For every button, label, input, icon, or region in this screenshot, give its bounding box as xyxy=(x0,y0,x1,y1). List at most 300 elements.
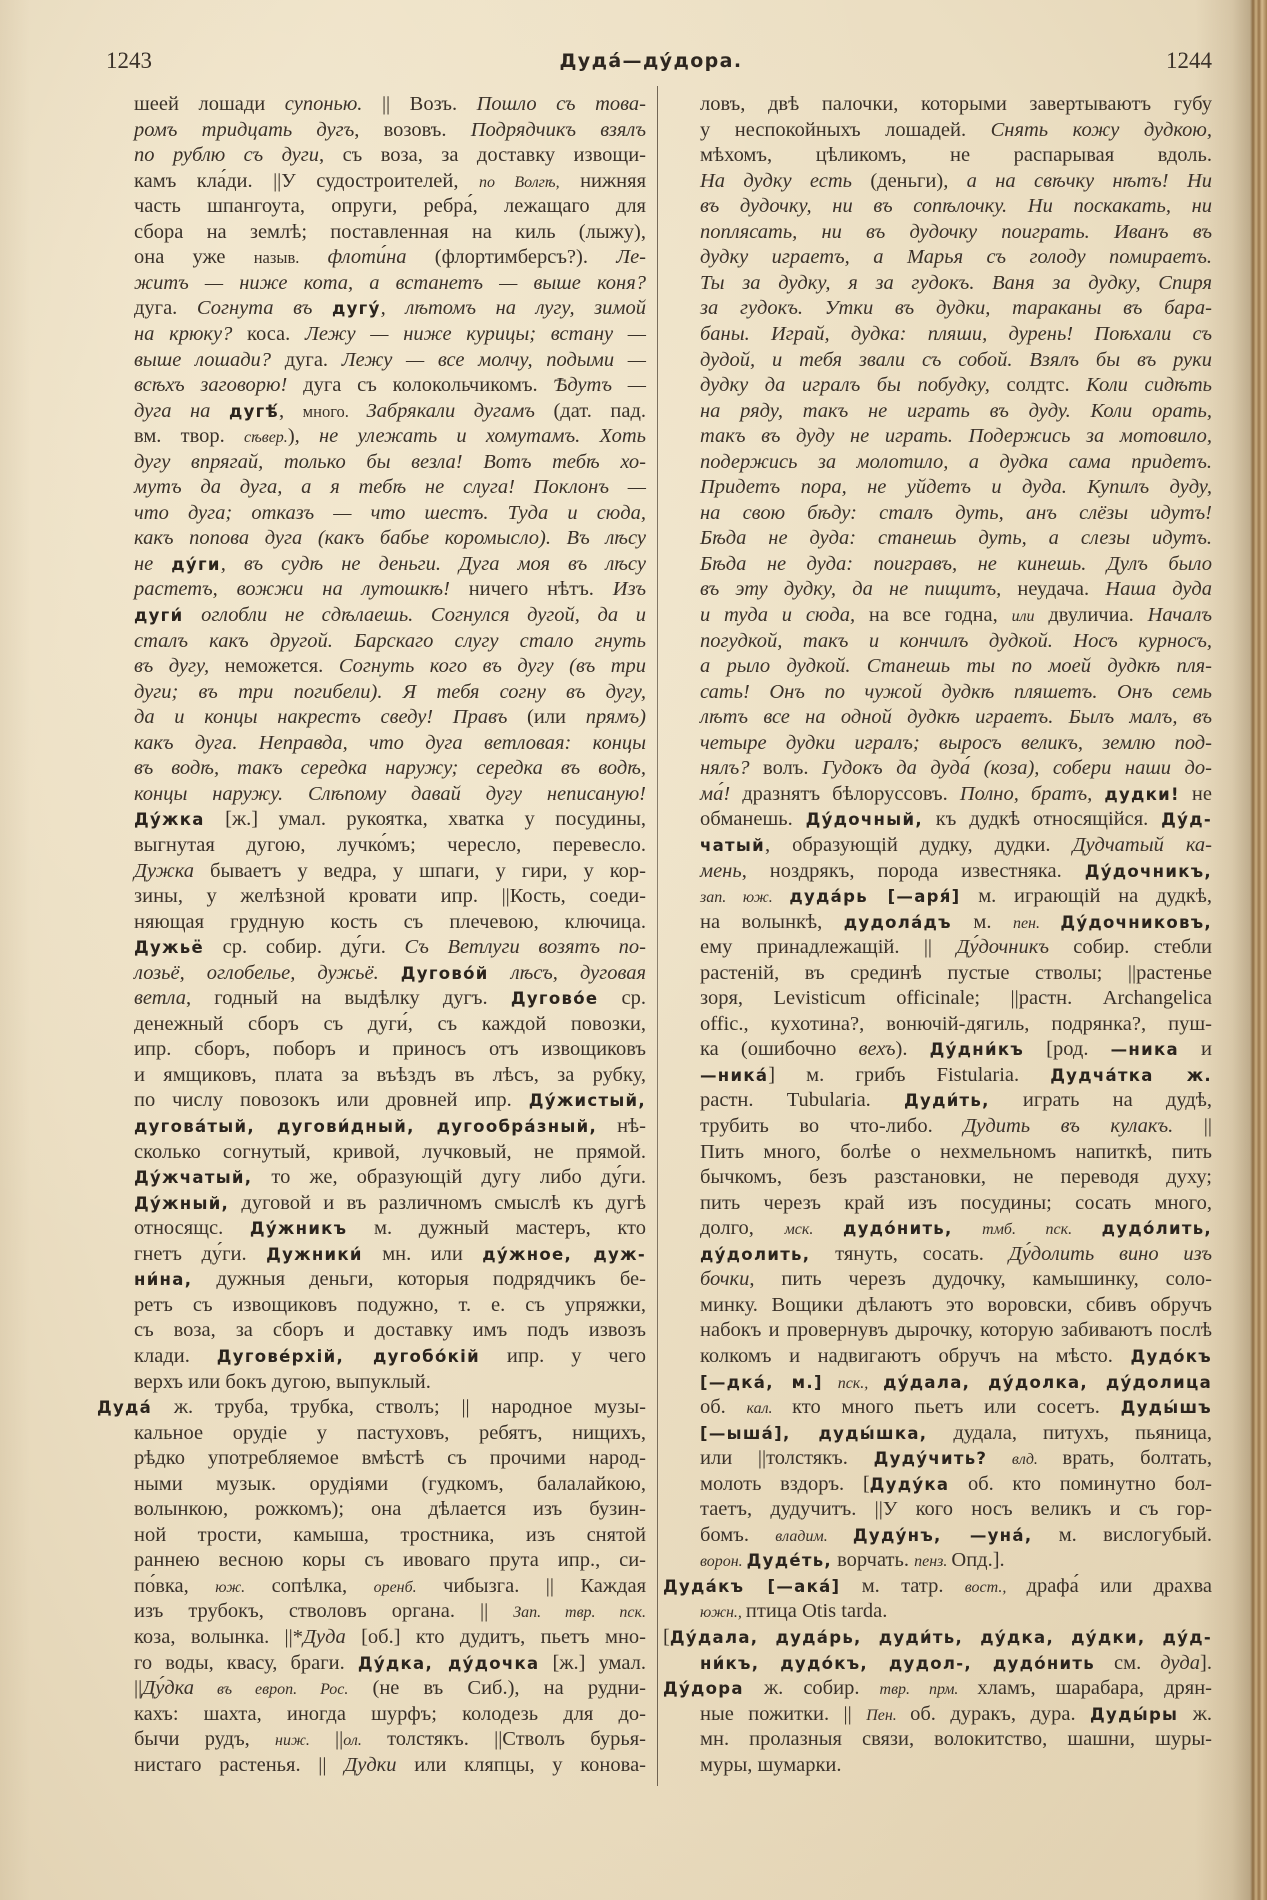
text-run: ворчать. xyxy=(832,1549,915,1572)
text-run: не xyxy=(1179,782,1212,805)
italic-example: Ду́долить вино изъ xyxy=(1008,1242,1212,1265)
headword: Ду́жистый, xyxy=(528,1091,646,1111)
italic-example: Лежу — ниже курицы; встану — xyxy=(304,322,647,345)
abbreviation-label: ниж. xyxy=(275,1732,310,1750)
headword: Дугово́е xyxy=(510,989,599,1009)
text-run: зоря, Levisticum officinale; ||растн. Archangelica xyxy=(700,987,1212,1010)
dictionary-line xyxy=(700,1242,1212,1268)
italic-example: флоти́на xyxy=(327,246,407,269)
text-run: нистаго растенья. || xyxy=(134,1753,345,1776)
italic-example: На дудку есть xyxy=(700,169,871,192)
headword: дугова́тый, дугови́дный, дугообра́зный, xyxy=(134,1117,598,1136)
italic-example: сталъ какъ другой. Барскаго слугу стало гнуть xyxy=(134,629,646,652)
text-run: солдтс. xyxy=(1006,374,1087,397)
text-run: тянуть, сосать. xyxy=(810,1242,1009,1265)
italic-example: Снять кожу дудкою, xyxy=(990,118,1213,141)
italic-example: Изъ xyxy=(612,578,646,601)
italic-example: поплясать, ни въ дудочку поиграть. Иванъ въ xyxy=(700,220,1212,243)
abbreviation-label: зап. юж. xyxy=(700,889,790,907)
text-run: долго, xyxy=(700,1217,785,1240)
headword: Дужники́ xyxy=(266,1244,363,1264)
dictionary-line xyxy=(700,1753,1212,1779)
text-run: Пить много, болѣе о нехмельномъ напиткѣ, пить xyxy=(700,1140,1212,1163)
text-run: или кляпцы, у конова- xyxy=(396,1753,646,1776)
dictionary-line xyxy=(700,245,1212,271)
italic-example: дудку играетъ, а Марья съ голоду помираетъ. xyxy=(700,246,1212,269)
text-run: ретъ съ извощиковъ подужно, т. е. съ упряжки, xyxy=(134,1293,646,1316)
page-number-left: 1243 xyxy=(106,48,152,73)
dictionary-line xyxy=(700,1088,1212,1114)
abbreviation-label: влд. xyxy=(987,1451,1063,1469)
dictionary-line xyxy=(700,373,1212,399)
italic-example: дуда xyxy=(1160,1651,1201,1674)
text-run: и ямщиковъ, плата за въѣздъ въ лѣсъ, за рубку, xyxy=(134,1063,646,1086)
headword: Ду́дочниковъ, xyxy=(1060,912,1212,932)
headword: Дугове́рхій, дугобо́кій xyxy=(216,1346,480,1366)
italic-example: лозьё, оглобелье, дужьё. xyxy=(134,961,401,984)
text-run: ные пожитки. || xyxy=(700,1702,867,1725)
text-run: изъ трубокъ, стволовъ органа. || xyxy=(134,1600,514,1623)
text-run: (не въ Сиб.), на рудни- xyxy=(348,1677,646,1700)
dictionary-line xyxy=(700,1370,1212,1396)
dictionary-line xyxy=(134,1702,646,1728)
small-text: назыв. xyxy=(253,248,300,268)
dictionary-line xyxy=(700,577,1212,603)
headword: ни́къ, дудо́къ, дудол-, дудо́нить xyxy=(700,1653,1096,1673)
dictionary-line xyxy=(700,526,1212,552)
dictionary-line xyxy=(134,1472,646,1498)
italic-example: Ле- xyxy=(616,246,646,269)
abbreviation-label: сѣвер. xyxy=(243,429,288,447)
text-run: (или xyxy=(527,706,586,729)
dictionary-line xyxy=(134,1727,646,1753)
italic-example: лѣтъ все на одной дудкѣ играетъ. Былъ малъ, въ xyxy=(700,706,1212,729)
italic-example: Наша дуда xyxy=(1105,578,1212,601)
page-number-right: 1244 xyxy=(1166,48,1212,73)
italic-example: растетъ, вожжи на лутошкѣ! xyxy=(134,578,469,601)
text-run: (дат. пад. xyxy=(534,399,646,422)
abbreviation-label: юж. xyxy=(215,1578,246,1596)
headword: Ду́дочный, xyxy=(805,810,923,830)
text-run: клади. xyxy=(134,1344,217,1367)
dictionary-line xyxy=(700,118,1212,144)
italic-example: какъ попова дуга (какъ бабье коромысло). Въ лѣсу xyxy=(134,527,646,550)
italic-example: дудой, и тебя звали съ собой. Взялъ бы въ руки xyxy=(700,348,1212,371)
text-run: , возовъ. xyxy=(354,118,471,141)
italic-example: по рублю съ дуги xyxy=(134,144,320,167)
text-run: , съ воза, за доставку извощи- xyxy=(319,144,646,167)
entry-start-line xyxy=(663,1574,1212,1600)
headword: Дуду́нъ, —уна́, xyxy=(852,1525,1033,1545)
italic-example: баны. Играй, дудка: пляши, дурень! Поѣхали съ xyxy=(700,322,1212,345)
text-run: неудача. xyxy=(1017,578,1106,601)
italic-example: дуги; въ три погибели). Я тебя согну въ дугу, xyxy=(134,680,646,703)
dictionary-line xyxy=(134,1548,646,1574)
text-run: ). xyxy=(895,1038,930,1061)
italic-example: дудку да игралъ бы побудку, xyxy=(700,374,1007,397)
italic-example: нялъ? xyxy=(700,757,764,780)
dictionary-line xyxy=(700,1651,1212,1677)
dictionary-line xyxy=(134,1216,646,1242)
italic-example: ромъ тридцать дугъ xyxy=(134,118,355,141)
text-run: таетъ, дудучитъ. ||У кого носъ великъ и съ гор- xyxy=(700,1498,1212,1521)
dictionary-line xyxy=(134,1165,646,1191)
text-run: драфа́ или драхва xyxy=(1026,1574,1213,1597)
dictionary-line xyxy=(134,1676,646,1702)
dictionary-line xyxy=(134,271,646,297)
dictionary-line xyxy=(134,1318,646,1344)
italic-example: за гудокъ. Утки въ дудки, тараканы въ бара- xyxy=(700,297,1212,320)
headword: ду́дала, ду́долка, ду́долица xyxy=(883,1372,1212,1392)
dictionary-line xyxy=(700,450,1212,476)
italic-example: въ эту дудку, да не пищитъ, xyxy=(700,578,1018,601)
text-run: [ж.] умал. рукоятка, хватка у посудины, xyxy=(204,808,646,831)
abbreviation-label: ол. xyxy=(343,1732,362,1750)
text-run: растн. Tubularia. xyxy=(700,1089,905,1112)
dictionary-line xyxy=(134,552,646,578)
text-run: съ воза, за сборъ и доставку имъ подъ извозъ xyxy=(134,1319,646,1342)
italic-example: Ѣдутъ — xyxy=(553,374,646,397)
abbreviation-label: въ европ. Рос. xyxy=(194,1681,349,1699)
dictionary-line xyxy=(700,1421,1212,1447)
text-run: трубить во что-либо. xyxy=(700,1115,964,1137)
dictionary-line xyxy=(134,884,646,910)
headword: дугу́ xyxy=(332,299,381,319)
abbreviation-label: Зап. твр. пск. xyxy=(513,1604,647,1622)
text-run: го воды, квасу, браги. xyxy=(134,1651,358,1674)
text-run: кто много пьетъ или сосетъ. xyxy=(792,1396,1121,1419)
headword: Ду́д- xyxy=(1161,810,1212,830)
text-run: минку. Вощики дѣлаютъ это воровски, сбивъ обручъ xyxy=(700,1293,1212,1316)
italic-example: Придетъ пора, не уйдетъ и дуда. Купилъ дуду, xyxy=(700,476,1212,499)
text-run: , ноздрякъ, порода известняка. xyxy=(741,859,1085,882)
text-run: хламъ, шарабара, дрян- xyxy=(977,1677,1212,1700)
italic-example: Дужка xyxy=(134,859,195,882)
text-run: мн. пролазныя связи, волокитство, шашни, шуры- xyxy=(700,1728,1212,1751)
text-run: ной трости, камыша, тростника, изъ снятой xyxy=(134,1523,646,1546)
text-run: || xyxy=(1173,1115,1212,1137)
headword: Ду́дочникъ, xyxy=(1084,861,1212,881)
text-run: часть шпангоута, опруги, ребра́, лежащаго для xyxy=(134,195,646,218)
dictionary-line xyxy=(700,1599,1212,1625)
text-run: сколько согнутый, кривой, лучковый, не прямой. xyxy=(134,1140,646,1163)
headword: —ника xyxy=(1110,1040,1179,1060)
text-run: ]. xyxy=(1200,1651,1212,1674)
headword: Дуда́къ [—ака́] xyxy=(663,1576,841,1596)
text-run: бычи рудъ, xyxy=(134,1728,276,1751)
italic-example: , въ судѣ не деньги. Дуга моя въ лѣсу xyxy=(220,552,646,575)
text-run: волынкою, рожкомъ); она дѣлается изъ бузин- xyxy=(134,1498,646,1521)
abbreviation-label: мск. xyxy=(784,1221,843,1239)
italic-example: житъ — ниже кота, а встанетъ — выше коня? xyxy=(134,271,646,294)
text-run: коса. xyxy=(247,322,305,345)
italic-example: выше лошади? xyxy=(134,348,285,371)
dictionary-line xyxy=(134,296,646,322)
dictionary-line xyxy=(700,884,1212,910)
italic-example: всѣхъ заговорю! xyxy=(134,374,304,397)
italic-example: въ дудочку, ни въ сопѣлочку. Ни поскакать, ни xyxy=(700,195,1212,218)
headword: ду́ги xyxy=(171,554,221,574)
text-run: [ж.] умал. xyxy=(539,1651,647,1674)
dictionary-line xyxy=(700,143,1212,169)
column-divider xyxy=(657,86,658,1786)
dictionary-line xyxy=(700,1702,1212,1728)
dictionary-line xyxy=(134,705,646,731)
dictionary-line xyxy=(700,1267,1212,1293)
abbreviation-label: владим. xyxy=(775,1527,853,1545)
dictionary-line xyxy=(700,1523,1212,1549)
text-run: или ||толстякъ. xyxy=(700,1447,874,1470)
dictionary-line xyxy=(134,424,646,450)
dictionary-line xyxy=(134,194,646,220)
dictionary-line xyxy=(700,833,1212,859)
text-run: м. играющій на дудкѣ, xyxy=(960,885,1212,908)
abbreviation-label: пск., xyxy=(822,1374,884,1392)
dictionary-line xyxy=(700,271,1212,297)
italic-example: концы наружу. Слѣпому давай дугу неписаную! xyxy=(134,782,646,805)
italic-example: а рыло дудкой. Станешь ты по моей дудкѣ пля- xyxy=(700,655,1212,678)
abbreviation-label: или xyxy=(1011,608,1035,625)
dictionary-line xyxy=(700,731,1212,757)
text-run: ж. xyxy=(1178,1702,1212,1725)
text-run: бомъ. xyxy=(700,1523,776,1546)
text-run: двуличиа. xyxy=(1034,604,1148,626)
text-run: м. вислогубый. xyxy=(1032,1523,1213,1546)
text-run: ср. собир. ду́ги. xyxy=(204,936,405,959)
italic-example: Началъ xyxy=(1147,604,1212,626)
dictionary-line xyxy=(700,1446,1212,1472)
text-run: то же, образующій дугу либо ду́ги. xyxy=(252,1166,646,1189)
text-run: камъ кла́ди. ||У судостроителей, xyxy=(134,169,479,192)
text-run: относящс. xyxy=(134,1217,250,1240)
text-run: у неспокойныхъ лошадей. xyxy=(700,118,991,141)
text-run: || Возъ. xyxy=(362,93,477,115)
text-run: дуга. xyxy=(134,297,197,320)
text-run: денежный сборъ съ дуги́, съ каждой повозки, xyxy=(134,1012,646,1035)
dictionary-line xyxy=(700,348,1212,374)
dictionary-line xyxy=(134,1344,646,1370)
dictionary-line xyxy=(134,629,646,655)
dictionary-line xyxy=(700,1012,1212,1038)
dictionary-line xyxy=(134,1753,646,1779)
text-run: ему принадлежащій. || xyxy=(700,936,957,959)
italic-example: и туда и сюда, xyxy=(700,604,869,626)
text-run: колкомъ и надвигаютъ обручъ на мѣсто. xyxy=(700,1344,1131,1367)
dictionary-line xyxy=(700,1216,1212,1242)
text-run: || xyxy=(134,1677,143,1700)
text-run: набокъ и провернувъ дырочку, которую забиваютъ послѣ xyxy=(700,1319,1212,1342)
text-run: верхъ или бокъ дугою, выпуклый. xyxy=(134,1370,431,1393)
dictionary-line xyxy=(134,1523,646,1549)
headword: Дужьё xyxy=(134,938,204,958)
text-run: ср. xyxy=(598,987,646,1010)
text-run: на волынкѣ, xyxy=(700,910,844,933)
text-run: и xyxy=(1178,1038,1212,1061)
dictionary-line xyxy=(700,654,1212,680)
dictionary-line xyxy=(700,1472,1212,1498)
dictionary-line xyxy=(700,935,1212,961)
text-run: сопѣлка, xyxy=(245,1574,374,1597)
italic-example: на ряду, такъ не играть въ дуду. Коли орать, xyxy=(700,399,1212,422)
abbreviation-label: кал. xyxy=(746,1400,793,1418)
text-run: ) xyxy=(287,425,295,448)
abbreviation-label: южн., xyxy=(700,1604,746,1622)
headword: Дуды́шъ xyxy=(1120,1398,1212,1418)
dictionary-line xyxy=(134,1140,646,1166)
dictionary-line xyxy=(700,92,1212,118)
text-run: , образующій дудку, дудки. xyxy=(765,833,1073,856)
text-run: ж. труба, трубка, стволъ; || народное музы- xyxy=(152,1396,646,1419)
dictionary-line xyxy=(700,680,1212,706)
headword: дудо́нить, xyxy=(842,1219,953,1239)
dictionary-line xyxy=(134,526,646,552)
headword: дудки! xyxy=(1104,784,1180,804)
headword: —ника́ xyxy=(700,1065,769,1085)
headword: Дуду́чить? xyxy=(873,1449,988,1469)
text-run: дуга. xyxy=(284,348,342,371)
text-run: об. xyxy=(700,1396,747,1419)
dictionary-line xyxy=(700,807,1212,833)
text-run xyxy=(299,246,327,268)
italic-example: что дуга; отказъ — что шестъ. Туда и сюда, xyxy=(134,501,646,524)
dictionary-line xyxy=(134,92,646,118)
dictionary-line xyxy=(134,143,646,169)
text-run: неможется. xyxy=(224,655,339,678)
dictionary-line xyxy=(700,1548,1212,1574)
italic-example: Ду́дка xyxy=(142,1677,194,1700)
abbreviation-label: пен. xyxy=(1012,914,1061,932)
dictionary-line xyxy=(134,859,646,885)
text-run: , пить черезъ дудочку, камышинку, соло- xyxy=(749,1268,1212,1291)
text-run: , годный на выдѣлку дугъ. xyxy=(185,987,511,1010)
text-run: няющая грудную кость съ плечевою, ключица. xyxy=(134,910,646,933)
dictionary-line xyxy=(134,1625,646,1651)
dictionary-line xyxy=(134,169,646,195)
text-run: волъ. xyxy=(763,757,823,780)
text-run: , xyxy=(279,399,303,422)
dictionary-line xyxy=(700,1293,1212,1319)
dictionary-line xyxy=(134,654,646,680)
text-run: птица Otis tarda. xyxy=(745,1600,888,1623)
dictionary-line xyxy=(700,859,1212,885)
headword: Ду́жникъ xyxy=(249,1219,348,1239)
entry-start-line xyxy=(663,1676,1212,1702)
italic-example: Дудчатый ка- xyxy=(1072,833,1213,856)
text-run: растеній, въ срединѣ пустые стволы; ||растенье xyxy=(700,961,1212,984)
italic-example: мень xyxy=(700,859,742,882)
text-run: м. татр. xyxy=(840,1574,965,1597)
text-run: об. кто поминутно бол- xyxy=(949,1472,1212,1495)
dictionary-line xyxy=(134,1037,646,1063)
dictionary-line xyxy=(700,1140,1212,1166)
italic-example: подержись за молотило, а дудка сама придетъ. xyxy=(700,450,1212,473)
dictionary-line xyxy=(700,986,1212,1012)
headword: Ду́дора xyxy=(663,1679,744,1699)
italic-example: , не улежать и хомутамъ. Хоть xyxy=(294,425,646,448)
dictionary-line xyxy=(700,475,1212,501)
text-run: шеей лошади xyxy=(134,93,285,115)
text-run: (деньги) xyxy=(870,169,944,192)
dictionary-line xyxy=(700,1063,1212,1089)
text-run: ипр. сборъ, поборъ и приносъ отъ извощиковъ xyxy=(134,1038,646,1061)
text-run: муры, шумарки. xyxy=(700,1753,842,1776)
italic-example: Коли сидѣть xyxy=(1086,374,1212,397)
text-run: мѣхомъ, цѣликомъ, не распарывая вдоль. xyxy=(700,144,1212,167)
dictionary-line xyxy=(700,399,1212,425)
text-run: нѣ- xyxy=(597,1115,646,1137)
italic-example: дугу впрягай, только бы везла! Вотъ тебѣ хо- xyxy=(134,450,646,473)
text-run: сбора на землѣ; поставленная на киль (лыжу), xyxy=(134,220,646,243)
dictionary-line xyxy=(700,1165,1212,1191)
dictionary-line xyxy=(134,501,646,527)
italic-example: на свою бѣду: сталъ дуть, анъ слёзы идутъ! xyxy=(700,501,1212,524)
italic-example: Дуда xyxy=(303,1626,346,1648)
italic-example: вехъ xyxy=(858,1038,896,1061)
text-run: м. дужный мастеръ, кто xyxy=(347,1217,646,1240)
italic-example: Согнута въ xyxy=(196,297,332,320)
dictionary-line xyxy=(134,220,646,246)
text-run: толстякъ. ||Стволъ бурья- xyxy=(361,1728,646,1751)
text-run: [ xyxy=(663,1626,670,1648)
italic-example: какъ дуга. Неправда, что дуга ветловая: концы xyxy=(134,731,646,754)
dictionary-line xyxy=(700,322,1212,348)
italic-example: Подрядчикъ взялъ xyxy=(470,118,646,141)
dictionary-line xyxy=(134,782,646,808)
dictionary-line xyxy=(134,1497,646,1523)
text-run: кальное орудіе у пастуховъ, ребятъ, нищихъ, xyxy=(134,1421,646,1444)
abbreviation-label: тмб. пск. xyxy=(952,1221,1102,1239)
dictionary-line xyxy=(700,552,1212,578)
dictionary-line xyxy=(134,961,646,987)
italic-example: Дудить въ кулакъ. xyxy=(963,1115,1174,1137)
text-run: ничего нѣтъ. xyxy=(468,578,613,601)
headword: Дуда́ xyxy=(97,1398,153,1418)
text-run: м. xyxy=(951,910,1013,933)
italic-example: Гудокъ да дуда́ (коза), собери наши до- xyxy=(822,757,1212,780)
italic-example: въ дугу, xyxy=(134,655,225,678)
entry-start-line xyxy=(663,1625,1212,1651)
text-run: Опд.]. xyxy=(951,1549,1005,1572)
text-run: чибызга. || Каждая xyxy=(416,1574,646,1597)
dictionary-line xyxy=(134,756,646,782)
headword: Дуды́ры xyxy=(1090,1704,1179,1724)
text-run: (флортимберсъ?). xyxy=(406,246,617,269)
dictionary-line xyxy=(134,910,646,936)
text-run: ными музык. орудіями (гудкомъ, балалайкою, xyxy=(134,1472,646,1495)
headword: Ду́дни́къ xyxy=(929,1040,1025,1060)
dictionary-line xyxy=(700,705,1212,731)
text-run: гнетъ ду́ги. xyxy=(134,1242,267,1265)
dictionary-line xyxy=(700,169,1212,195)
headword: Ду́жка xyxy=(134,810,205,830)
text-run: [род. xyxy=(1024,1038,1111,1061)
text-run: бычкомъ, безъ разстановки, не переводя духу; xyxy=(700,1166,1212,1189)
text-run: дужныя деньги, которыя подрядчикъ бе- xyxy=(192,1268,646,1291)
entry-start-line xyxy=(97,1395,646,1421)
text-run: по числу повозокъ или дровней ипр. xyxy=(134,1089,529,1112)
headword: дуги́ xyxy=(134,606,184,625)
dictionary-line xyxy=(134,399,646,425)
italic-example: въ водѣ, такъ середка наружу; середка въ водѣ, xyxy=(134,757,646,780)
dictionary-line xyxy=(134,731,646,757)
dictionary-line xyxy=(134,322,646,348)
dictionary-line xyxy=(700,194,1212,220)
dictionary-line xyxy=(700,629,1212,655)
text-run: на все годна, xyxy=(868,604,1012,626)
abbreviation-label: вост., xyxy=(964,1578,1027,1596)
abbreviation-label: оренб. xyxy=(373,1578,417,1596)
italic-example: лѣсъ, дуговая xyxy=(488,961,646,984)
